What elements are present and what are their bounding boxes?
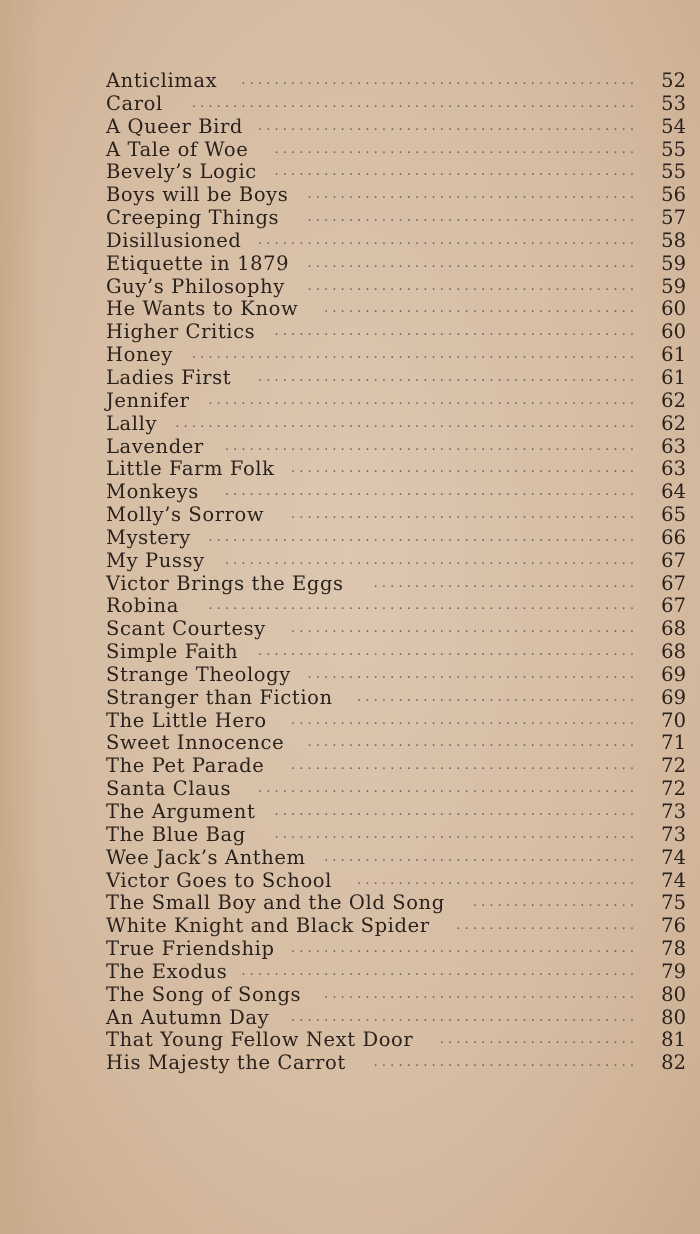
toc-entry-title: My Pussy — [106, 548, 205, 572]
toc-entry-title: Sweet Innocence — [106, 731, 285, 755]
dot-leader: . . . . . . . . . . . . . . . . . . . . . . . . . . . . . . . . . . . . . . . . . . . . . . . . — [241, 963, 634, 979]
dot-leader: . . . . . . . . . . . . . . . . . . . . . . . . . . . . . . . . . . . . . . . . . . — [291, 712, 634, 728]
toc-entry-page-number: 53 — [661, 91, 686, 115]
toc-entry-title: A Tale of Woe — [106, 137, 249, 161]
toc-entry-page-number: 66 — [661, 525, 686, 549]
toc-entry — [106, 710, 686, 733]
toc-entry-page-number: 61 — [661, 343, 686, 367]
dot-leader: . . . . . . . . . . . . . . . . . . . . . . . . . . . . . . . . . . . . . . . . . . . . . . . . . . . . — [208, 392, 634, 408]
dot-leader: . . . . . . . . . . . . . . . . . . . . . . . . . . . . . . . . . . . . . . . . . . . . . . . . — [241, 73, 634, 88]
toc-entry — [106, 892, 686, 915]
toc-entry-title: Boys will be Boys — [106, 183, 289, 207]
toc-entry — [106, 687, 686, 710]
table-of-contents — [106, 70, 686, 1075]
toc-entry — [106, 550, 686, 573]
page-edge-shadow — [0, 0, 40, 1234]
toc-entry-title: Etiquette in 1879 — [106, 251, 290, 275]
toc-entry-page-number: 64 — [661, 480, 686, 504]
toc-entry — [106, 847, 686, 870]
toc-entry-page-number: 52 — [661, 69, 686, 92]
toc-entry-title: Strange Theology — [106, 662, 291, 686]
toc-entry-title: He Wants to Know — [106, 297, 299, 321]
toc-entry-title: The Small Boy and the Old Song — [106, 891, 445, 915]
dot-leader: . . . . . . . . . . . . . . . . . . . . . . . . . . . . . . . . . . . . . . . . . . . . . . . . . . . . . . . . — [175, 415, 634, 431]
toc-entry-title: The Exodus — [106, 959, 228, 983]
toc-entry — [106, 778, 686, 801]
toc-entry-page-number: 74 — [661, 868, 686, 892]
dot-leader: . . . . . . . . . . . . . . . . . . . . . . . . . . . . . . . . . . . . . . . . . . . . . . . . . . — [224, 484, 634, 500]
toc-entry-page-number: 60 — [661, 297, 686, 321]
toc-entry-title: Jennifer — [106, 388, 190, 412]
toc-entry-page-number: 62 — [661, 411, 686, 435]
dot-leader: . . . . . . . . . . . . . . . . . . . . . . . . . . . . . . . . . . . . . . . . . . . . . . — [257, 369, 634, 385]
toc-entry — [106, 367, 686, 390]
toc-entry — [106, 595, 686, 618]
dot-leader: . . . . . . . . . . . . . . . . . . . . . . . . . . . . . . . . . . . . . . . . . . . . — [274, 141, 634, 157]
toc-entry-page-number: 78 — [661, 937, 686, 961]
dot-leader: . . . . . . . . . . . . . . . . . . . . . . . . . . . . . . . . . . . . . . . . — [307, 666, 634, 682]
toc-entry-title: Carol — [106, 91, 163, 115]
toc-entry-title: Wee Jack’s Anthem — [106, 845, 306, 869]
dot-leader: . . . . . . . . . . . . . . . . . . . . . . . . . . . . . . . . . . . . . . . . . . . . . . — [257, 644, 634, 660]
toc-entry-page-number: 73 — [661, 800, 686, 823]
toc-entry — [106, 207, 686, 230]
toc-entry-page-number: 68 — [661, 640, 686, 664]
dot-leader: . . . . . . . . . . . . . . . . . . . . . . . . — [439, 1032, 634, 1048]
toc-entry — [106, 984, 686, 1007]
toc-entry — [106, 70, 686, 93]
toc-entry-page-number: 67 — [661, 571, 686, 595]
dot-leader: . . . . . . . . . . . . . . . . . . . . . . — [456, 918, 634, 934]
dot-leader: . . . . . . . . . . . . . . . . . . . . . . . . . . . . . . . . . . . . . . . . — [307, 187, 634, 203]
toc-entry-title: Molly’s Sorrow — [106, 503, 265, 527]
toc-entry-page-number: 54 — [661, 114, 686, 138]
toc-entry — [106, 184, 686, 207]
toc-entry — [106, 664, 686, 687]
toc-entry-page-number: 63 — [661, 434, 686, 458]
dot-leader: . . . . . . . . . . . . . . . . . . . . . . . . . . . . . . . . . . . . . . . . . . — [291, 507, 634, 523]
dot-leader: . . . . . . . . . . . . . . . . . . . . . . . . . . . . . . . . . . . . . . . . — [307, 210, 634, 226]
dot-leader: . . . . . . . . . . . . . . . . . . . . . . . . . . . . . . . . . . . . . . . . . . — [291, 461, 634, 477]
dot-leader: . . . . . . . . . . . . . . . . . . . . . . . . . . . . . . . . . . — [357, 689, 634, 705]
dot-leader: . . . . . . . . . . . . . . . . . . . . . . . . . . . . . . . . — [373, 1055, 634, 1071]
toc-entry-page-number: 59 — [661, 251, 686, 275]
toc-entry — [106, 573, 686, 596]
toc-entry-title: Lavender — [106, 434, 204, 458]
dot-leader: . . . . . . . . . . . . . . . . . . . . . . . . . . . . . . . . . . . . . . . . . . — [291, 1009, 634, 1025]
dot-leader: . . . . . . . . . . . . . . . . . . . . . . . . . . . . . . . . . . . . . . . . . . — [291, 758, 634, 774]
toc-entry-page-number: 65 — [661, 503, 686, 527]
toc-entry-page-number: 76 — [661, 914, 686, 938]
toc-entry — [106, 321, 686, 344]
dot-leader: . . . . . . . . . . . . . . . . . . . . . . . . . . . . . . . . . . . . . . . . — [307, 255, 634, 271]
toc-entry-page-number: 67 — [661, 548, 686, 572]
toc-entry-page-number: 55 — [661, 160, 686, 184]
toc-entry — [106, 824, 686, 847]
toc-entry-title: Disillusioned — [106, 228, 242, 252]
dot-leader: . . . . . . . . . . . . . . . . . . . . . . . . . . . . . . . . . . . . . . . . . . . . — [274, 804, 634, 819]
toc-entry-title: Victor Goes to School — [106, 868, 332, 892]
toc-entry — [106, 276, 686, 299]
dot-leader: . . . . . . . . . . . . . . . . . . . . . . . . . . . . . . . . . . . . . . . . . . . . . . . . . . . . — [208, 529, 634, 545]
dot-leader: . . . . . . . . . . . . . . . . . . . . . . . . . . . . . . . . . . . . . . . . . . . . — [274, 164, 634, 180]
toc-entry — [106, 161, 686, 184]
toc-entry-title: White Knight and Black Spider — [106, 914, 430, 938]
toc-entry-page-number: 72 — [661, 777, 686, 801]
toc-entry-page-number: 72 — [661, 754, 686, 778]
toc-entry — [106, 390, 686, 413]
toc-entry — [106, 1007, 686, 1030]
dot-leader: . . . . . . . . . . . . . . . . . . . . . . . . . . . . . . . . . . . . . . — [324, 849, 634, 865]
toc-entry-title: Honey — [106, 343, 173, 367]
toc-entry — [106, 641, 686, 664]
toc-entry — [106, 253, 686, 276]
toc-entry-title: The Argument — [106, 800, 256, 823]
dot-leader: . . . . . . . . . . . . . . . . . . . . . . . . . . . . . . . . . . . . . . . . . . — [291, 621, 634, 637]
toc-entry-title: Lally — [106, 411, 158, 435]
toc-entry — [106, 915, 686, 938]
toc-entry — [106, 938, 686, 961]
toc-entry-title: Bevely’s Logic — [106, 160, 257, 184]
toc-entry-page-number: 75 — [661, 891, 686, 915]
toc-entry-title: The Pet Parade — [106, 754, 265, 778]
dot-leader: . . . . . . . . . . . . . . . . . . . . . . . . . . . . . . . . . . . . . . . . . . . . . . — [257, 781, 634, 797]
toc-entry-page-number: 55 — [661, 137, 686, 161]
toc-entry — [106, 732, 686, 755]
toc-entry-page-number: 69 — [661, 685, 686, 709]
dot-leader: . . . . . . . . . . . . . . . . . . . . . . . . . . . . . . . . . . . . . . — [324, 301, 634, 317]
toc-entry-title: Monkeys — [106, 480, 199, 504]
dot-leader: . . . . . . . . . . . . . . . . . . . . . . . . . . . . . . . . — [373, 575, 634, 591]
dot-leader: . . . . . . . . . . . . . . . . . . . . . . . . . . . . . . . . . . — [357, 872, 634, 888]
dot-leader: . . . . . . . . . . . . . . . . . . . . . . . . . . . . . . . . . . . . . . . . . . . . . . . . . . . . . . — [191, 95, 634, 111]
toc-entry-title: Anticlimax — [106, 69, 218, 92]
toc-entry — [106, 481, 686, 504]
dot-leader: . . . . . . . . . . . . . . . . . . . . . . . . . . . . . . . . . . . . . . . . . . . . . . . . . . — [224, 438, 634, 454]
toc-entry-page-number: 57 — [661, 206, 686, 230]
toc-entry-page-number: 68 — [661, 617, 686, 641]
toc-entry-page-number: 56 — [661, 183, 686, 207]
toc-entry — [106, 230, 686, 253]
toc-entry-page-number: 60 — [661, 320, 686, 344]
dot-leader: . . . . . . . . . . . . . . . . . . . . . . . . . . . . . . . . . . . . . . . . . . . . — [274, 826, 634, 842]
toc-entry-title: Guy’s Philosophy — [106, 274, 285, 298]
dot-leader: . . . . . . . . . . . . . . . . . . . . . . . . . . . . . . . . . . . . . . . . — [307, 735, 634, 751]
toc-entry-page-number: 73 — [661, 822, 686, 846]
dot-leader: . . . . . . . . . . . . . . . . . . . . — [472, 895, 634, 911]
dot-leader: . . . . . . . . . . . . . . . . . . . . . . . . . . . . . . . . . . . . . . . . . . . . — [274, 324, 634, 340]
toc-entry-page-number: 71 — [661, 731, 686, 755]
toc-entry-page-number: 67 — [661, 594, 686, 618]
toc-entry-page-number: 80 — [661, 1005, 686, 1029]
toc-entry-title: Little Farm Folk — [106, 457, 275, 481]
dot-leader: . . . . . . . . . . . . . . . . . . . . . . . . . . . . . . . . . . . . . . . . . . . . . . . . . . . . — [208, 598, 634, 614]
toc-entry-title: True Friendship — [106, 937, 275, 961]
dot-leader: . . . . . . . . . . . . . . . . . . . . . . . . . . . . . . . . . . . . . . . . . . . . . . . . . . — [224, 552, 634, 568]
toc-entry-title: Simple Faith — [106, 640, 239, 664]
toc-entry-title: A Queer Bird — [106, 114, 243, 138]
toc-entry — [106, 527, 686, 550]
toc-entry — [106, 458, 686, 481]
toc-entry-page-number: 70 — [661, 708, 686, 732]
toc-entry-title: His Majesty the Carrot — [106, 1051, 346, 1075]
toc-entry — [106, 139, 686, 162]
toc-entry-page-number: 59 — [661, 274, 686, 298]
toc-entry-title: Stranger than Fiction — [106, 685, 333, 709]
dot-leader: . . . . . . . . . . . . . . . . . . . . . . . . . . . . . . . . . . . . . . . . — [307, 278, 634, 294]
toc-entry-page-number: 61 — [661, 365, 686, 389]
toc-entry-page-number: 82 — [661, 1051, 686, 1075]
toc-entry-page-number: 74 — [661, 845, 686, 869]
toc-entry-page-number: 81 — [661, 1028, 686, 1052]
toc-entry-title: That Young Fellow Next Door — [106, 1028, 414, 1052]
toc-entry — [106, 870, 686, 893]
dot-leader: . . . . . . . . . . . . . . . . . . . . . . . . . . . . . . . . . . . . . . — [324, 986, 634, 1002]
toc-entry-title: An Autumn Day — [106, 1005, 270, 1029]
toc-entry — [106, 801, 686, 824]
toc-entry — [106, 755, 686, 778]
dot-leader: . . . . . . . . . . . . . . . . . . . . . . . . . . . . . . . . . . . . . . . . . . . . . . . . . . . . . . — [191, 347, 634, 363]
toc-entry — [106, 436, 686, 459]
toc-entry — [106, 116, 686, 139]
toc-entry-page-number: 62 — [661, 388, 686, 412]
toc-entry — [106, 413, 686, 436]
toc-entry — [106, 1029, 686, 1052]
toc-entry-title: The Song of Songs — [106, 982, 302, 1006]
toc-entry — [106, 344, 686, 367]
toc-entry-page-number: 80 — [661, 982, 686, 1006]
toc-entry-title: Robina — [106, 594, 179, 618]
toc-entry-title: The Blue Bag — [106, 822, 246, 846]
toc-entry-title: Creeping Things — [106, 206, 280, 230]
dot-leader: . . . . . . . . . . . . . . . . . . . . . . . . . . . . . . . . . . . . . . . . . . — [291, 941, 634, 957]
toc-entry-title: Mystery — [106, 525, 191, 549]
dot-leader: . . . . . . . . . . . . . . . . . . . . . . . . . . . . . . . . . . . . . . . . . . . . . . — [257, 118, 634, 134]
toc-entry-page-number: 63 — [661, 457, 686, 481]
toc-entry-title: Santa Claus — [106, 777, 232, 801]
toc-entry-page-number: 69 — [661, 662, 686, 686]
toc-entry — [106, 298, 686, 321]
toc-entry-page-number: 79 — [661, 959, 686, 983]
toc-entry-title: Ladies First — [106, 365, 232, 389]
toc-entry-title: The Little Hero — [106, 708, 267, 732]
toc-entry — [106, 961, 686, 984]
toc-entry — [106, 504, 686, 527]
toc-entry — [106, 618, 686, 641]
toc-entry-title: Victor Brings the Eggs — [106, 571, 344, 595]
toc-entry — [106, 93, 686, 116]
toc-entry-page-number: 58 — [661, 228, 686, 252]
toc-entry-title: Higher Critics — [106, 320, 256, 344]
dot-leader: . . . . . . . . . . . . . . . . . . . . . . . . . . . . . . . . . . . . . . . . . . . . . . — [257, 232, 634, 248]
toc-entry — [106, 1052, 686, 1075]
toc-entry-title: Scant Courtesy — [106, 617, 266, 641]
